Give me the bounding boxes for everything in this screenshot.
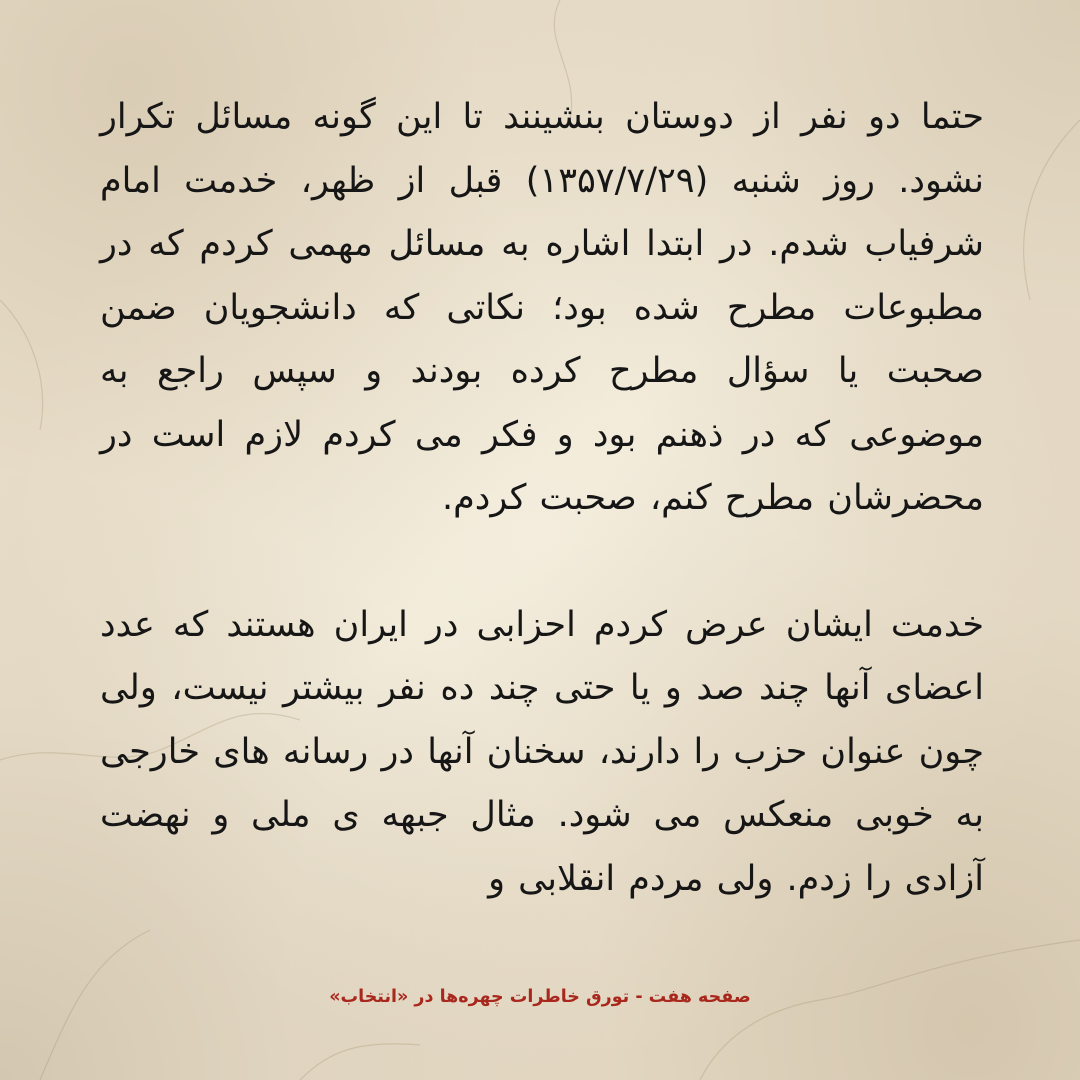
page-caption: صفحه هفت - تورق خاطرات چهره‌ها در «انتخاب» [329,987,751,1007]
body-text [100,86,984,911]
paragraph-2: خدمت ایشان عرض کردم احزابی در ایران هستند که عدد اعضای آنها چند صد و یا حتی چند ده نفر بیشتر نیست، ولی چون عنوان حزب را دارند، سخنان آنها در رسانه های خارجی به خوبی منعکس می شود. مثال جبهه ی ملی و نهضت آزادی را زدم. ولی مردم انقلابی و [100,604,984,899]
paragraph-1: حتما دو نفر از دوستان بنشینند تا این گونه مسائل تکرار نشود. روز شنبه (۱۳۵۷/۷/۲۹) قبل از ظهر، خدمت امام شرفیاب شدم. در ابتدا اشاره به مسائل مهمی کردم که در مطبوعات مطرح شده بود؛ نکاتی که دانشجویان ضمن صحبت یا سؤال مطرح کرده بودند و سپس راجع به موضوعی که در ذهنم بود و فکر می کردم لازم است در محضرشان مطرح کنم، صحبت کردم. [100,97,984,518]
